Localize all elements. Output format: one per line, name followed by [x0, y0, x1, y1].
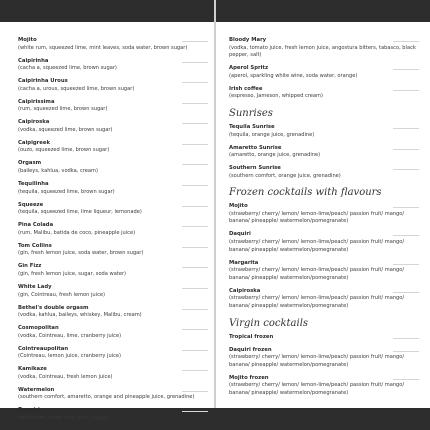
item-name: Gin Fizz — [18, 263, 42, 270]
menu-item — [229, 260, 419, 283]
section-heading-sunrises: Sunrises — [229, 107, 273, 119]
item-name: Tequila Sunrise — [229, 123, 275, 130]
item-description: (southern comfort, amaretto, orange and pineapple juice, grenadine) — [18, 394, 195, 401]
price-line — [393, 169, 419, 170]
item-name: Aperol Spritz — [229, 65, 269, 72]
menu-item — [18, 325, 208, 340]
item-description: (southern comfort, orange juice, grenadine) — [229, 172, 341, 179]
item-description: (cacha a, squeezed lime, brown sugar) — [18, 65, 117, 72]
menu-item — [229, 145, 419, 160]
menu-item — [18, 58, 208, 73]
item-name: Tom Collins — [18, 242, 52, 249]
menu-item — [18, 243, 208, 258]
item-description: (gin, fresh lemon juice, sugar, soda water) — [18, 270, 127, 277]
item-name: Bethel's double orgasm — [18, 304, 89, 311]
menu-item — [229, 65, 419, 80]
menu-item — [229, 375, 419, 398]
left-menu-column — [18, 37, 208, 428]
item-description: (white rum, squeezed lime, mint leaves, soda water, brown sugar) — [18, 44, 188, 51]
item-name: Cointreaupolitan — [18, 345, 69, 352]
price-line — [393, 264, 419, 265]
price-line — [182, 391, 208, 392]
menu-item — [18, 222, 208, 237]
menu-item — [18, 346, 208, 361]
item-description: (tequila, orange juice, grenadine) — [229, 131, 315, 138]
item-name: Caipirinha Urous — [18, 78, 68, 85]
menu-item — [18, 284, 208, 299]
price-line — [393, 128, 419, 129]
item-name: Caipigreek — [18, 139, 50, 146]
item-name: Mojito frozen — [229, 374, 269, 381]
menu-item — [229, 347, 419, 370]
price-line — [182, 82, 208, 83]
item-description: (vodka, kahlua, baileys, whiskey, Malibu, cream) — [18, 312, 142, 319]
right-menu-column — [229, 37, 419, 403]
item-name: Pina Colada — [18, 222, 54, 229]
item-name: Squeeze — [18, 201, 44, 208]
item-description: (strawberry/ cherry/ lemon/ lemon-lime/peach/ passion fruit/ mango/ banana/ pineapple/ watermelon/pomegranate) — [229, 267, 405, 281]
item-description: (strawberry/ cherry/ lemon/ lemon-lime/peach/ passion fruit/ mango/ banana/ pineapple/ watermelon/pomegranate) — [229, 295, 405, 309]
item-description: (vodka, squeezed lime, brown sugar) — [18, 126, 113, 133]
item-name: Caipirinha — [18, 57, 49, 64]
price-line — [393, 90, 419, 91]
item-description: (vodka, Cointreau, lime, cranberry juice) — [18, 332, 122, 339]
item-name: Tropical frozen — [229, 333, 274, 340]
price-line — [182, 226, 208, 227]
price-line — [182, 370, 208, 371]
price-line — [182, 247, 208, 248]
price-line — [182, 103, 208, 104]
item-name: Caipiroska — [229, 287, 261, 294]
menu-item — [229, 124, 419, 139]
item-description: (tequila, squeezed lime, brown sugar) — [18, 188, 115, 195]
item-description: (baileys, kahlua, vodka, cream) — [18, 168, 98, 175]
item-description: (Cointreau, lemon juice, cranberry juice) — [18, 353, 122, 360]
item-description: (white rum, fresh lime juice, sugar) — [18, 415, 108, 421]
price-line — [182, 41, 208, 42]
item-description: (cacha a, urous, squeezed lime, brown sugar) — [18, 85, 135, 92]
item-name: White Lady — [18, 283, 52, 290]
item-description: (strawberry/ cherry/ lemon/ lemon-lime/peach/ passion fruit/ mango/ banana/ pineapple/ watermelon/pomegranate) — [229, 382, 405, 396]
item-description: (rum, squeezed lime, brown sugar) — [18, 106, 108, 113]
price-line — [393, 292, 419, 293]
menu-item — [18, 407, 208, 422]
item-description: (espresso, Jameson, whipped cream) — [229, 93, 323, 100]
menu-item — [18, 37, 208, 52]
section-heading-virgin: Virgin cocktails — [229, 317, 309, 329]
item-name: Daquiri frozen — [229, 346, 272, 353]
item-name: Watermelon — [18, 386, 55, 393]
price-line — [182, 123, 208, 124]
menu-item — [229, 288, 419, 311]
item-name: Daquiri — [229, 231, 251, 238]
price-line — [182, 267, 208, 268]
item-description: (strawberry/ cherry/ lemon/ lemon-lime/peach/ passion fruit/ mango/ banana/ pineapple/ watermelon/pomegranate) — [229, 239, 405, 253]
price-line — [393, 149, 419, 150]
price-line — [182, 309, 208, 310]
item-description: (gin, fresh lemon juice, soda water, brown sugar) — [18, 250, 144, 257]
menu-item — [229, 231, 419, 254]
menu-item — [18, 140, 208, 155]
item-name: Tequilinha — [18, 181, 49, 188]
item-name: Caipiroska — [18, 119, 50, 126]
menu-item — [229, 86, 419, 101]
item-description: (amaretto, orange juice, grenadine) — [229, 152, 321, 159]
price-line — [182, 350, 208, 351]
price-line — [393, 235, 419, 236]
item-name: Kamikaze — [18, 366, 47, 373]
price-line — [182, 62, 208, 63]
menu-item — [18, 99, 208, 114]
price-line — [393, 351, 419, 352]
price-line — [393, 338, 419, 339]
item-description: (ouzo, squeezed lime, brown sugar) — [18, 147, 110, 154]
price-line — [393, 379, 419, 380]
item-name: Orgasm — [18, 160, 42, 167]
menu-item — [18, 119, 208, 134]
price-line — [393, 207, 419, 208]
menu-item — [18, 366, 208, 381]
price-line — [182, 206, 208, 207]
menu-item — [18, 181, 208, 196]
menu-item — [18, 202, 208, 217]
menu-item — [229, 37, 419, 60]
page-spine — [214, 0, 216, 430]
item-description: (strawberry/ cherry/ lemon/ lemon-lime/peach/ passion fruit/ mango/ banana/ pineapple/ watermelon/pomegranate) — [229, 210, 405, 225]
item-name: Mojito — [18, 37, 37, 43]
price-line — [182, 329, 208, 330]
menu-item — [18, 263, 208, 278]
menu-item — [229, 334, 419, 342]
item-name: Irish coffee — [229, 85, 263, 92]
item-description: (aperol, sparkling white wine, soda water, orange) — [229, 72, 358, 79]
item-description: (rum, Malibu, batida de coco, pineapple juice) — [18, 229, 136, 236]
price-line — [182, 288, 208, 289]
menu-item — [18, 387, 208, 402]
item-description: (strawberry/ cherry/ lemon/ lemon-lime/peach/ passion fruit/ mango/ banana/ pineapple/ watermelon/pomegranate) — [229, 354, 405, 368]
item-name: Bloody Mary — [229, 37, 267, 43]
price-line — [393, 41, 419, 42]
price-line — [393, 69, 419, 70]
menu-item — [229, 203, 419, 226]
item-description: (tequila, squeezed lime, lime liqueur, lemonade) — [18, 209, 142, 216]
section-heading-frozen: Frozen cocktails with flavours — [229, 187, 382, 199]
item-name: Mojito — [229, 203, 248, 210]
price-line — [182, 164, 208, 165]
item-name: Cosmopolitan — [18, 325, 59, 332]
menu-item — [18, 78, 208, 93]
price-line — [182, 185, 208, 186]
item-name: Southern Sunrise — [229, 165, 281, 172]
item-description: (vodka, tomato juice, fresh lemon juice, angostura bitters, tabasco, black pepper, salt) — [229, 44, 416, 59]
price-line — [182, 144, 208, 145]
item-description: (gin, Cointreau, fresh lemon juice) — [18, 291, 105, 298]
item-description: (vodka, Cointreau, fresh lemon juice) — [18, 373, 113, 380]
menu-item — [229, 165, 419, 180]
menu-item — [18, 305, 208, 320]
menu-item — [18, 160, 208, 175]
item-name: Caipirissima — [18, 98, 55, 105]
item-name: Daquiri — [18, 407, 40, 414]
item-name: Amaretto Sunrise — [229, 144, 282, 151]
item-name: Margarita — [229, 259, 259, 266]
price-line — [182, 411, 208, 412]
